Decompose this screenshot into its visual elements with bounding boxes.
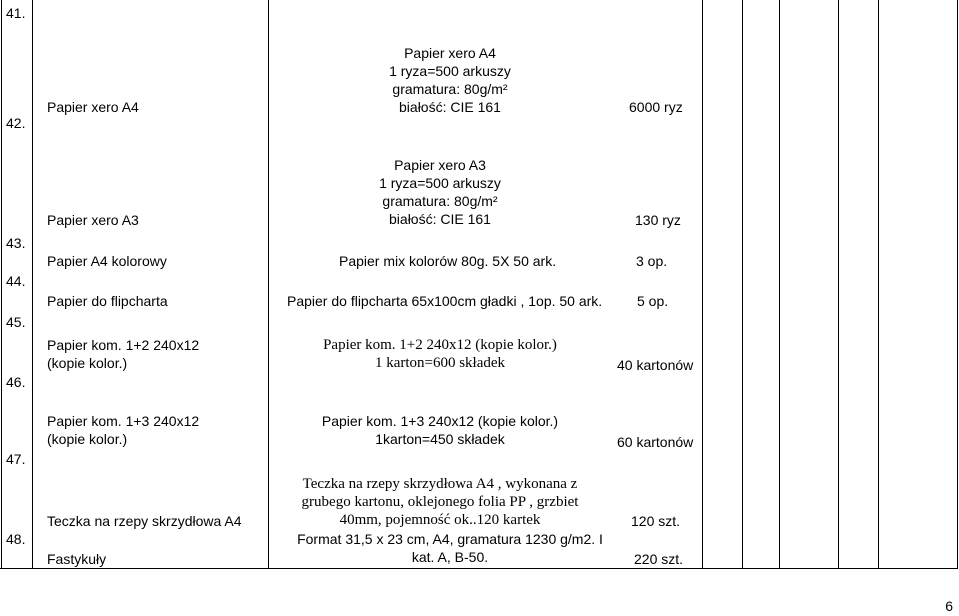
row-number: 47. <box>6 451 26 467</box>
grid-line <box>742 0 743 569</box>
desc-line: białość: CIE 161 <box>389 211 491 227</box>
item-quantity: 6000 ryz <box>629 99 683 115</box>
name-line: Papier kom. 1+2 240x12 <box>47 337 200 353</box>
grid-line <box>838 0 839 569</box>
grid-line <box>1 0 2 569</box>
item-name: Fastykuły <box>47 551 107 567</box>
grid-line <box>268 0 269 569</box>
grid-line <box>957 0 958 569</box>
item-name: Papier xero A3 <box>47 212 139 228</box>
item-quantity: 60 kartonów <box>617 434 694 450</box>
item-description: Papier do flipcharta 65x100cm gładki , 1op. 50 ark. <box>287 293 603 309</box>
name-line: (kopie kolor.) <box>47 355 128 371</box>
item-name <box>47 412 199 448</box>
grid-line <box>32 0 33 569</box>
desc-line: Format 31,5 x 23 cm, A4, gramatura 1230 g/m2. I <box>297 531 603 547</box>
item-description <box>290 336 590 372</box>
name-line: Papier kom. 1+3 240x12 <box>47 413 200 429</box>
desc-line: Papier kom. 1+2 240x12 (kopie kolor.) <box>323 337 557 353</box>
item-description <box>290 412 590 448</box>
desc-line: grubego kartonu, oklejonego folia PP , grzbiet <box>301 494 579 510</box>
item-description <box>300 44 600 116</box>
row-number: 45. <box>6 314 26 330</box>
name-line: (kopie kolor.) <box>47 431 128 447</box>
item-name: Papier A4 kolorowy <box>47 253 167 269</box>
desc-line: Papier kom. 1+3 240x12 (kopie kolor.) <box>321 413 559 429</box>
item-description: Papier mix kolorów 80g. 5X 50 ark. <box>339 253 557 269</box>
row-number: 43. <box>6 235 26 251</box>
desc-line: gramatura: 80g/m² <box>392 81 508 97</box>
grid-line <box>779 0 780 569</box>
row-number: 42. <box>6 115 26 131</box>
row-number: 46. <box>6 374 26 390</box>
desc-line: białość: CIE 161 <box>399 99 501 115</box>
item-name: Papier xero A4 <box>47 99 139 115</box>
desc-line: kat. A, B-50. <box>411 549 489 565</box>
page-number: 6 <box>945 598 953 614</box>
grid-line <box>702 0 703 569</box>
item-description <box>290 475 590 529</box>
desc-line: 40mm, pojemność ok..120 kartek <box>339 512 541 528</box>
item-description <box>270 530 630 566</box>
item-name <box>47 336 199 372</box>
item-quantity: 220 szt. <box>634 551 684 567</box>
desc-line: Papier xero A3 <box>394 157 486 173</box>
item-name: Papier do flipcharta <box>47 293 168 309</box>
desc-line: Teczka na rzepy skrzydłowa A4 , wykonana z <box>302 476 578 492</box>
row-number: 41. <box>6 5 26 21</box>
desc-line: gramatura: 80g/m² <box>382 193 498 209</box>
grid-line <box>0 568 957 569</box>
item-description <box>290 156 590 228</box>
row-number: 44. <box>6 273 26 289</box>
item-quantity: 3 op. <box>636 253 668 269</box>
desc-line: Papier xero A4 <box>404 45 496 61</box>
item-quantity: 120 szt. <box>631 513 681 529</box>
grid-line <box>878 0 879 569</box>
item-quantity: 130 ryz <box>635 212 681 228</box>
desc-line: 1 ryza=500 arkuszy <box>389 63 511 79</box>
desc-line: 1 karton=600 składek <box>374 355 506 371</box>
desc-line: 1karton=450 składek <box>375 431 505 447</box>
item-name: Teczka na rzepy skrzydłowa A4 <box>47 513 242 529</box>
item-quantity: 40 kartonów <box>617 357 694 373</box>
desc-line: 1 ryza=500 arkuszy <box>379 175 501 191</box>
item-quantity: 5 op. <box>637 293 669 309</box>
row-number: 48. <box>6 531 26 547</box>
